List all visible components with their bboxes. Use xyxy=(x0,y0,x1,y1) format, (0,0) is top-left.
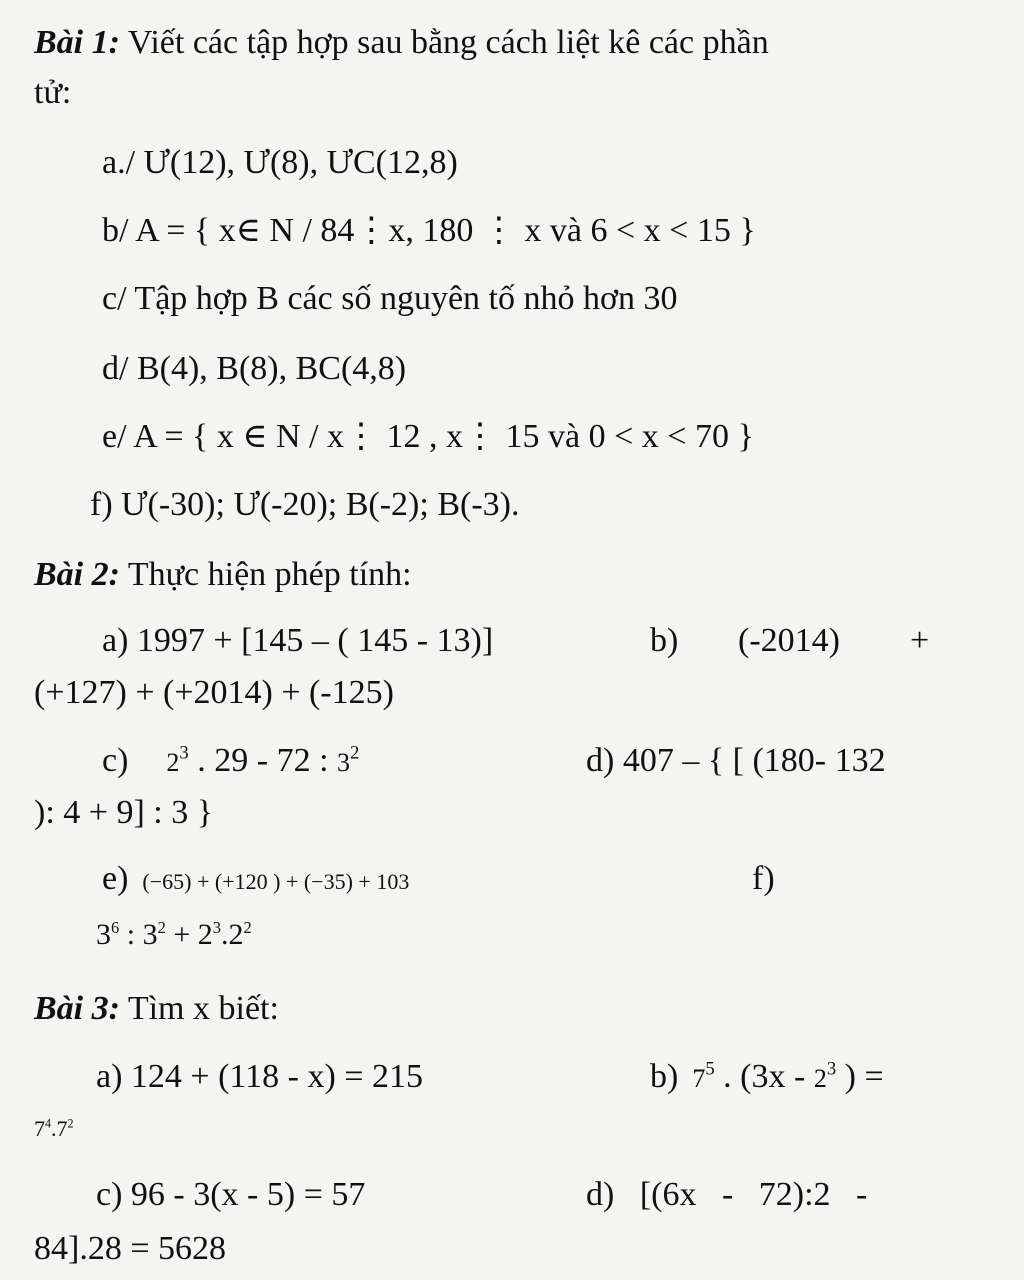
bai3-b2-base1: 7 xyxy=(34,1116,45,1141)
bai3-b-base1: 7 xyxy=(692,1064,706,1093)
bai2-e-expr: (−65) + (+120 ) + (−35) + 103 xyxy=(142,869,410,894)
bai3-item-d-line1: d) [(6x - 72):2 - xyxy=(586,1176,868,1213)
bai3-heading: Bài 3: xyxy=(34,990,120,1027)
bai3-b-mid: . (3x - xyxy=(714,1058,814,1095)
bai2-item-c xyxy=(102,744,359,778)
bai1-intro-l1: Viết các tập hợp sau bằng cách liệt kê các phần xyxy=(119,24,769,61)
bai2-f-b1: 3 xyxy=(96,918,111,951)
bai1-item-a: a./ Ư(12), Ư(8), ƯC(12,8) xyxy=(102,144,458,181)
bai2-item-d-line2: ): 4 + 9] : 3 } xyxy=(34,794,214,831)
bai1-item-b: b/ A = { x∈ N / 84⋮x, 180 ⋮ x và 6 < x < 15 } xyxy=(102,212,756,249)
bai2-f-e2: 2 xyxy=(157,918,166,937)
bai3-line xyxy=(34,992,279,1026)
bai2-f-op2: + xyxy=(165,918,198,951)
bai2-f-e3: 3 xyxy=(212,918,222,937)
bai2-f-b3: 2 xyxy=(197,918,213,951)
bai3-item-a: a) 124 + (118 - x) = 215 xyxy=(96,1058,423,1095)
bai1-item-d: d/ B(4), B(8), BC(4,8) xyxy=(102,350,407,387)
bai2-e-label: e) xyxy=(102,860,129,897)
bai3-b-end: ) = xyxy=(836,1058,884,1095)
bai2-f-op3: . xyxy=(221,918,229,951)
bai1-heading: Bài 1: xyxy=(34,24,120,61)
bai3-b-base2: 2 xyxy=(813,1064,827,1093)
bai1-line1 xyxy=(34,26,769,60)
bai2-f-b4: 2 xyxy=(228,918,244,951)
bai3-b-exp1: 5 xyxy=(705,1058,715,1080)
bai3-item-c: c) 96 - 3(x - 5) = 57 xyxy=(96,1176,366,1213)
bai3-b-exp2: 3 xyxy=(826,1058,837,1080)
bai1-item-e: e/ A = { x ∈ N / x⋮ 12 , x⋮ 15 và 0 < x < 70 } xyxy=(102,418,754,455)
bai3-intro: Tìm x biết: xyxy=(119,990,279,1027)
bai2-line xyxy=(34,558,412,592)
bai2-item-a: a) 1997 + [145 – ( 145 - 13)] xyxy=(102,622,494,659)
bai2-c-base2: 3 xyxy=(337,748,351,777)
bai3-b-label: b) xyxy=(650,1058,679,1095)
bai2-c-base1: 2 xyxy=(166,748,180,777)
bai3-item-d-line2: 84].28 = 5628 xyxy=(34,1230,226,1267)
bai1-item-f: f) Ư(-30); Ư(-20); B(-2); B(-3). xyxy=(90,486,520,523)
bai3-b2-exp1: 4 xyxy=(45,1116,52,1131)
bai2-heading: Bài 2: xyxy=(34,556,120,593)
bai2-f-e4: 2 xyxy=(243,918,252,937)
bai2-f-b2: 3 xyxy=(142,918,158,951)
bai2-item-f-label: f) xyxy=(752,860,775,897)
bai1-intro-l2: tử: xyxy=(34,74,72,111)
bai2-item-b-part1: (-2014) xyxy=(738,622,840,659)
bai3-b2-exp2: 2 xyxy=(67,1116,74,1131)
bai3-item-b xyxy=(650,1060,884,1094)
bai2-item-b-plus: + xyxy=(910,622,930,659)
bai2-item-f-expr xyxy=(96,920,252,950)
bai2-f-e1: 6 xyxy=(111,918,120,937)
bai2-item-b-label: b) xyxy=(650,622,679,659)
bai2-c-label: c) xyxy=(102,742,129,779)
bai2-item-d-line1: d) 407 – { [ (180- 132 xyxy=(586,742,886,779)
bai2-intro: Thực hiện phép tính: xyxy=(119,556,412,593)
bai2-f-op1: : xyxy=(119,918,143,951)
bai2-item-e xyxy=(102,862,409,896)
bai2-c-exp2: 2 xyxy=(350,742,360,764)
bai3-item-b-line2 xyxy=(34,1118,74,1140)
bai2-c-mid: . 29 - 72 : xyxy=(188,742,338,779)
bai2-item-b-line2: (+127) + (+2014) + (-125) xyxy=(34,674,394,711)
bai1-item-c: c/ Tập hợp B các số nguyên tố nhỏ hơn 30 xyxy=(102,280,678,317)
bai3-b2-dot: . xyxy=(51,1116,57,1141)
bai2-c-exp1: 3 xyxy=(179,742,189,764)
bai3-b2-base2: 7 xyxy=(56,1116,68,1141)
